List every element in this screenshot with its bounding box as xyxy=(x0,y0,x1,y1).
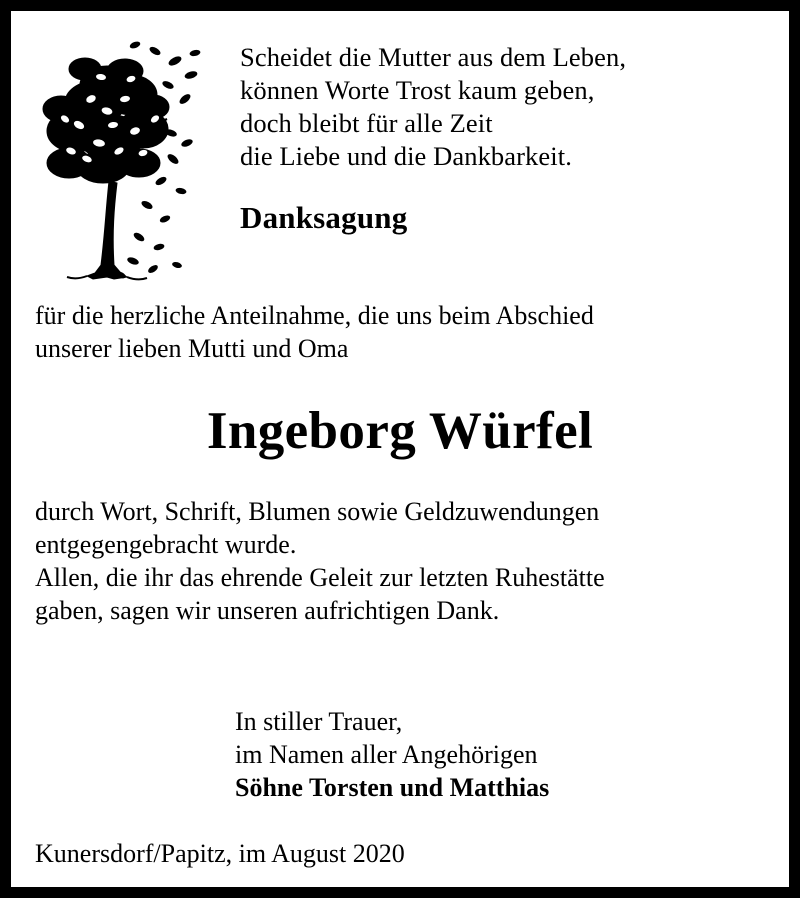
verse-line: können Worte Trost kaum geben, xyxy=(240,75,595,105)
intro-block xyxy=(35,299,765,365)
place-and-date: Kunersdorf/Papitz, im August 2020 xyxy=(35,839,405,868)
verse-line: Scheidet die Mutter aus dem Leben, xyxy=(240,42,627,72)
deceased-name: Ingeborg Würfel xyxy=(206,402,594,460)
body-block xyxy=(35,495,765,627)
closing-block xyxy=(235,705,765,804)
verse-block xyxy=(240,27,765,237)
header-row xyxy=(35,27,765,283)
page-title: Danksagung xyxy=(240,200,408,235)
intro-line: für die herzliche Anteilnahme, die uns beim Abschied xyxy=(35,301,594,330)
closing-line: In stiller Trauer, xyxy=(235,707,403,736)
body-line: durch Wort, Schrift, Blumen sowie Geldzuwendungen xyxy=(35,497,600,526)
windswept-tree-icon xyxy=(35,27,240,283)
body-line: entgegengebracht wurde. xyxy=(35,530,297,559)
signature-line: Söhne Torsten und Matthias xyxy=(235,773,550,802)
verse-line: doch bleibt für alle Zeit xyxy=(240,108,493,138)
intro-line: unserer lieben Mutti und Oma xyxy=(35,334,349,363)
body-line: gaben, sagen wir unseren aufrichtigen Dank. xyxy=(35,596,500,625)
closing-line: im Namen aller Angehörigen xyxy=(235,740,538,769)
verse-line: die Liebe und die Dankbarkeit. xyxy=(240,141,572,171)
body-line: Allen, die ihr das ehrende Geleit zur letzten Ruhestätte xyxy=(35,563,605,592)
